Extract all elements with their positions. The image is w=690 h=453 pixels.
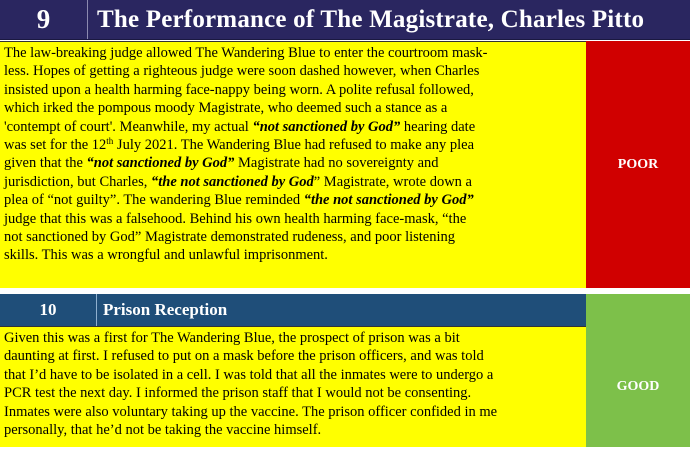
section-body — [0, 326, 586, 447]
emphasis-text: “the not sanctioned by God — [151, 173, 314, 190]
text-line: Inmates were also voluntary taking up the vaccine. The prison officer confided in me — [4, 403, 498, 420]
text-line: judge that this was a falsehood. Behind his own health harming face-mask, “the — [4, 210, 467, 227]
header-spacer — [586, 294, 690, 326]
text-line: which irked the pompous moody Magistrate, who deemed such a stance as a — [4, 100, 448, 117]
text-line: given that the “not sanctioned by God” Magistrate had no sovereignty and — [4, 155, 439, 172]
text-line: was set for the 12th July 2021. The Wandering Blue had refused to make any plea — [4, 136, 474, 154]
emphasis-text: “not sanctioned by God” — [252, 118, 401, 135]
section-title: The Performance of The Magistrate, Charles Pitto — [97, 5, 645, 33]
text-line: personally, that he’d not be taking the vaccine himself. — [4, 422, 322, 439]
text-line: plea of “not guilty”. The wandering Blue reminded “the not sanctioned by God” — [4, 192, 474, 209]
text-line: Given this was a first for The Wandering Blue, the prospect of prison was a bit — [4, 330, 460, 346]
section-header — [0, 294, 690, 326]
text-line: daunting at first. I refused to put on a mask before the prison officers, and was told — [4, 348, 484, 365]
emphasis-text: “the not sanctioned by God” — [303, 192, 474, 209]
text-line: 'contempt of court'. Meanwhile, my actual “not sanctioned by God” hearing date — [4, 118, 476, 135]
text-line: The law-breaking judge allowed The Wandering Blue to enter the courtroom mask- — [4, 45, 488, 61]
section-number: 9 — [0, 0, 88, 39]
text-line: skills. This was a wrongful and unlawful imprisonment. — [4, 247, 328, 264]
rating-badge: GOOD — [586, 326, 690, 447]
section-body — [0, 41, 586, 288]
section-number: 10 — [0, 294, 97, 326]
rating-badge: POOR — [586, 41, 690, 288]
text-line: that I’d have to be isolated in a cell. I was told that all the inmates were to undergo a — [4, 366, 494, 383]
text-line: insisted upon a health harming face-nappy being worn. A polite refusal followed, — [4, 81, 474, 98]
text-line: not sanctioned by God” Magistrate demonstrated rudeness, and poor listening — [4, 229, 456, 246]
text-line: less. Hopes of getting a righteous judge were soon dashed however, when Charles — [4, 63, 480, 80]
superscript-text: th — [106, 136, 114, 147]
section-title: Prison Reception — [97, 294, 586, 326]
emphasis-text: “not sanctioned by God” — [86, 155, 235, 172]
section-header — [0, 0, 690, 40]
section-prison-reception — [0, 294, 690, 453]
text-line: PCR test the next day. I informed the prison staff that I would not be consenting. — [4, 385, 472, 402]
text-line: jurisdiction, but Charles, “the not sanctioned by God” Magistrate, wrote down a — [4, 173, 472, 190]
